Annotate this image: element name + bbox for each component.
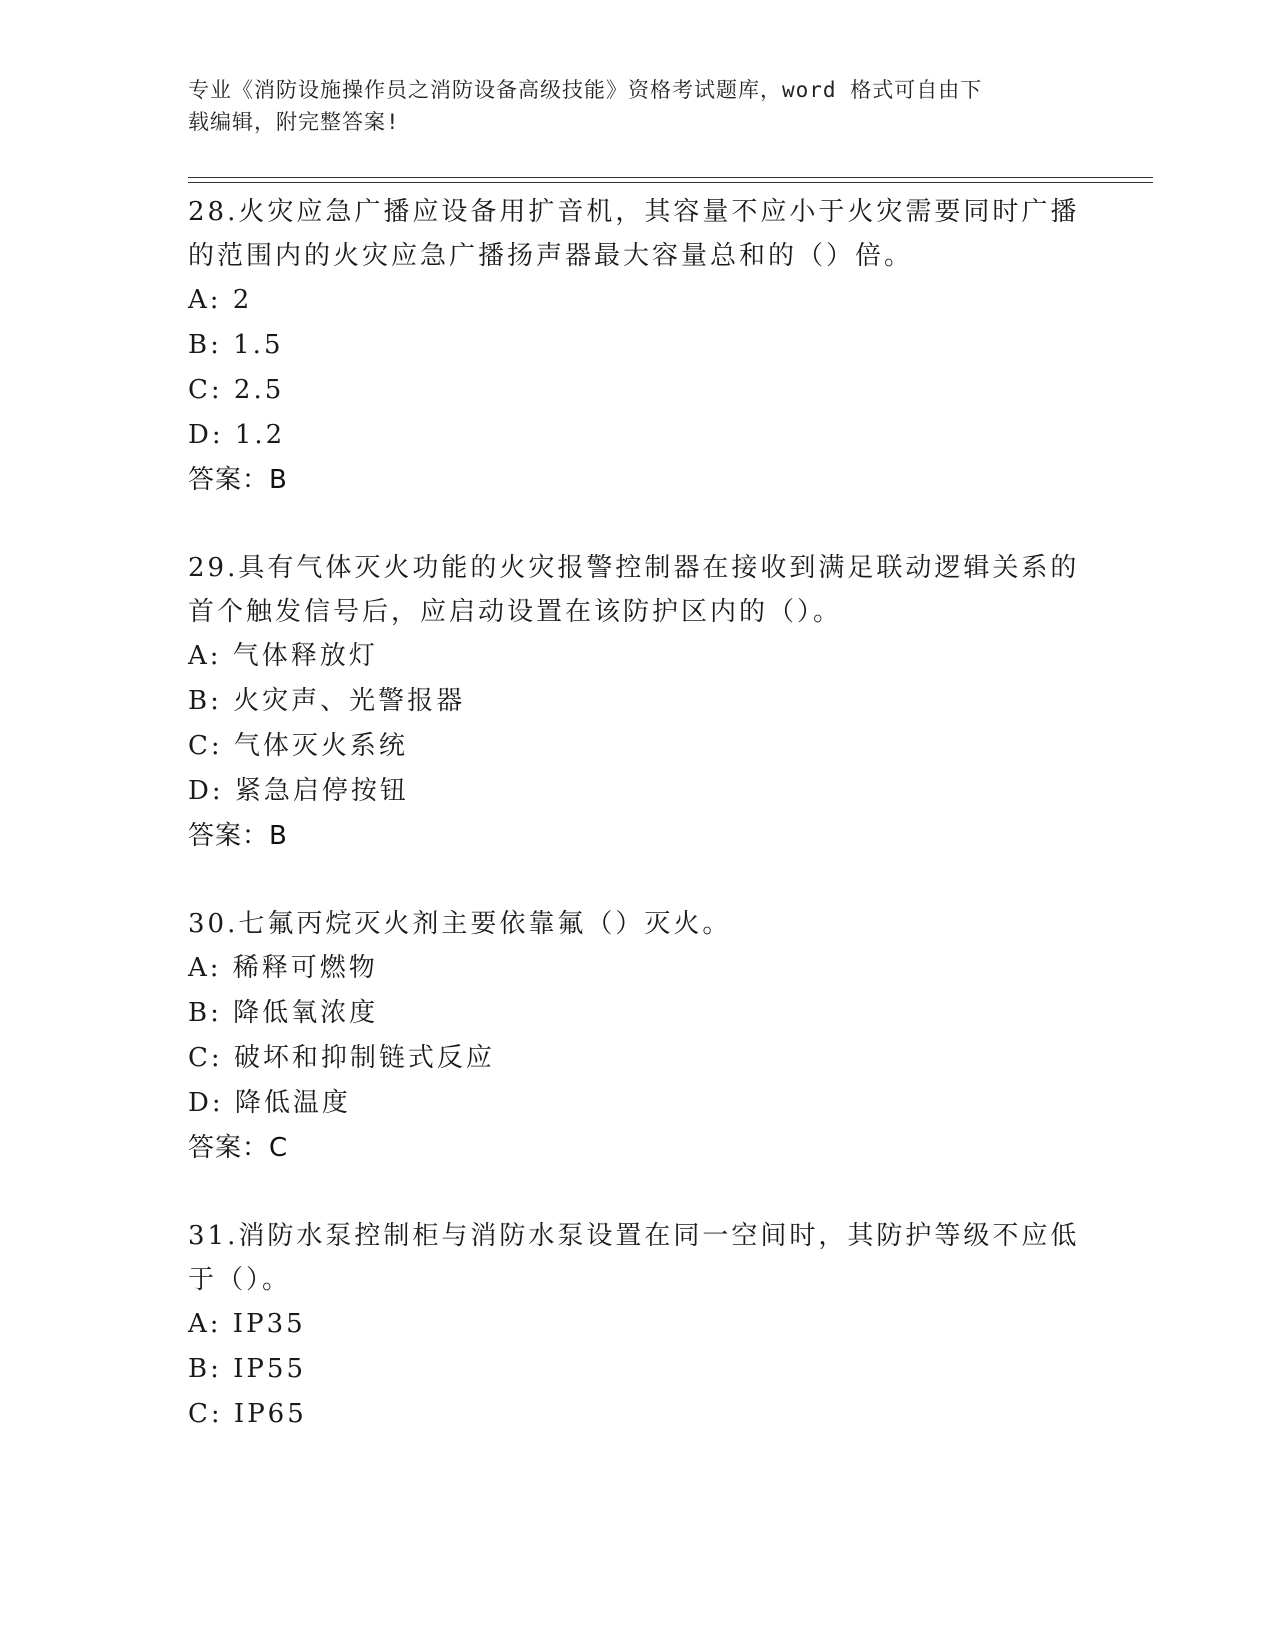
question-29: [188, 546, 1088, 858]
question-stem-line: 的范围内的火灾应急广播扬声器最大容量总和的（）倍。: [188, 241, 914, 271]
document-header: [188, 74, 1068, 138]
header-intro-line-1: 专业《消防设施操作员之消防设备高级技能》资格考试题库，word 格式可自由下: [188, 78, 983, 102]
answer-line: 答案：C: [188, 1133, 289, 1163]
question-30: [188, 902, 1088, 1170]
question-stem-line: 于（）。: [188, 1265, 292, 1295]
answer-line: 答案：B: [188, 821, 288, 851]
question-stem-line: 首个触发信号后，应启动设置在该防护区内的（）。: [188, 597, 843, 627]
question-31: [188, 1214, 1088, 1437]
option-d: D: 降低温度: [188, 1088, 351, 1118]
header-divider-bottom: [188, 182, 1153, 183]
option-b: B: 火灾声、光警报器: [188, 686, 466, 716]
option-b: B: 降低氧浓度: [188, 998, 379, 1028]
answer-line: 答案：B: [188, 465, 288, 495]
option-b: B: IP55: [188, 1354, 306, 1384]
option-a: A: 稀释可燃物: [188, 953, 378, 983]
question-28: [188, 190, 1088, 502]
option-d: D: 紧急启停按钮: [188, 776, 409, 806]
option-a: A: 气体释放灯: [188, 641, 378, 671]
option-c: C: IP65: [188, 1399, 307, 1429]
option-c: C: 2.5: [188, 375, 285, 405]
option-d: D: 1.2: [188, 420, 286, 450]
question-stem-line: 31.消防水泵控制柜与消防水泵设置在同一空间时，其防护等级不应低: [188, 1221, 1080, 1251]
header-divider-top: [188, 177, 1153, 178]
option-a: A: IP35: [188, 1309, 306, 1339]
question-stem-line: 29.具有气体灭火功能的火灾报警控制器在接收到满足联动逻辑关系的: [188, 553, 1080, 583]
option-c: C: 破坏和抑制链式反应: [188, 1043, 495, 1073]
option-c: C: 气体灭火系统: [188, 731, 408, 761]
question-stem-line: 30.七氟丙烷灭火剂主要依靠氟（）灭火。: [188, 909, 732, 939]
option-b: B: 1.5: [188, 330, 284, 360]
option-a: A: 2: [188, 285, 253, 315]
question-list: [188, 190, 1088, 1481]
question-stem-line: 28.火灾应急广播应设备用扩音机，其容量不应小于火灾需要同时广播: [188, 197, 1080, 227]
header-intro-line-2: 载编辑，附完整答案!: [188, 110, 400, 134]
